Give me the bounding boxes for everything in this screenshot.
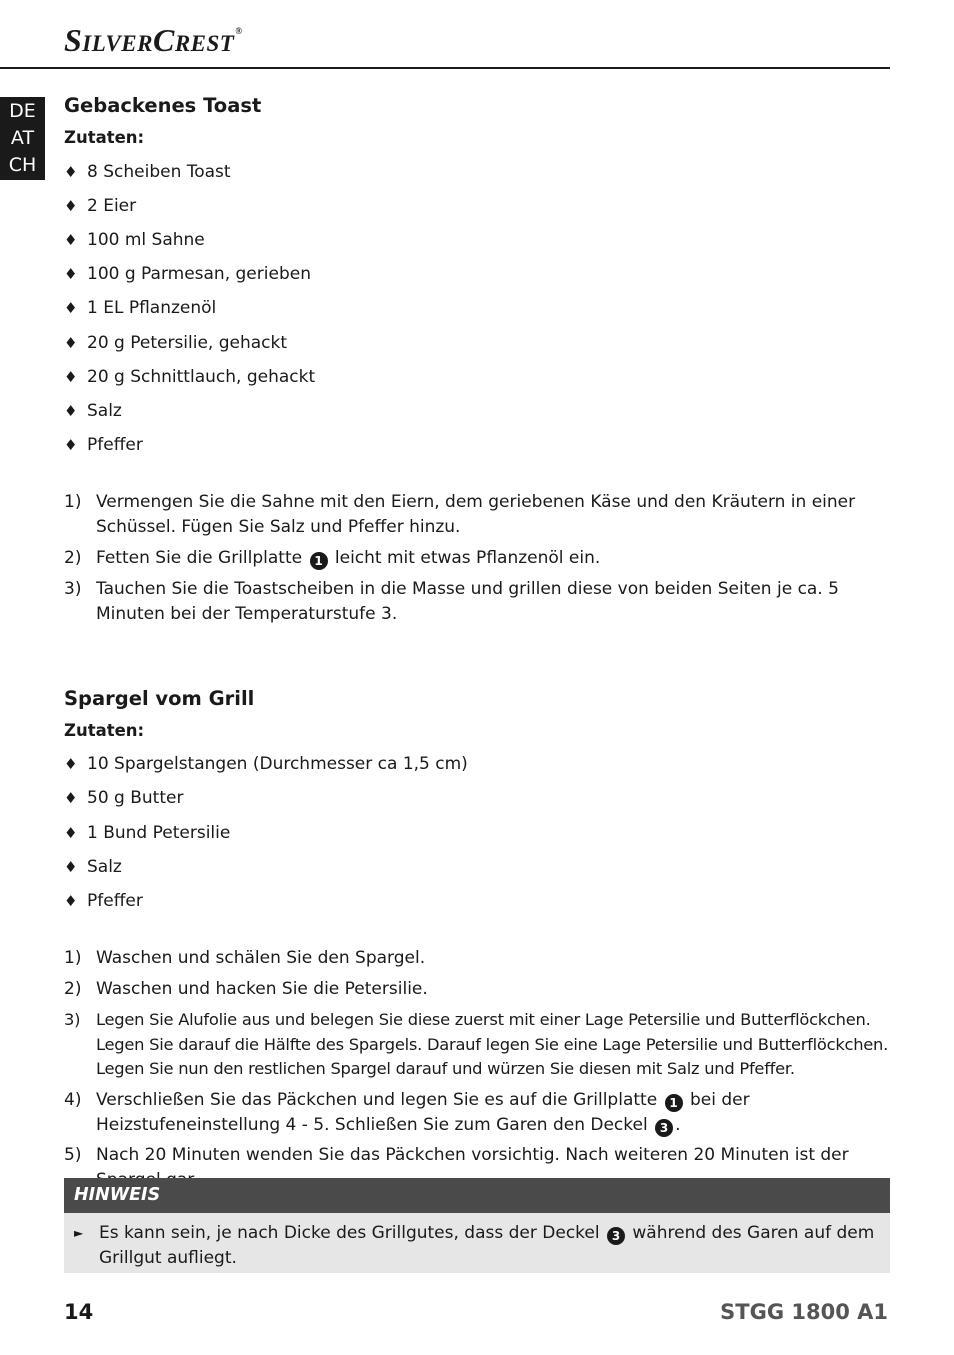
ingredients-label: Zutaten: [64, 128, 145, 147]
diamond-bullet-icon: ♦ [64, 789, 78, 807]
ingredient-item: ♦ Salz [64, 857, 122, 877]
brand-logo [64, 22, 243, 59]
header-rule [0, 67, 890, 69]
step-number: 4) [64, 1090, 82, 1110]
diamond-bullet-icon: ♦ [64, 858, 78, 876]
language-tab [0, 97, 45, 180]
step-number: 2) [64, 979, 82, 999]
ingredient-item: ♦ Pfeffer [64, 435, 143, 455]
step-number: 1) [64, 492, 82, 512]
ingredient-item: ♦ 2 Eier [64, 196, 137, 216]
logo-letters: ILVER [82, 31, 153, 56]
step-text: Vermengen Sie die Sahne mit den Eiern, dem geriebenen Käse und den Kräutern in einer Schüssel. Fügen Sie Salz und Pfeffer hinzu. [96, 492, 856, 537]
note-body [64, 1213, 890, 1273]
lang-de: DE [9, 100, 36, 122]
diamond-bullet-icon: ♦ [64, 231, 78, 249]
step-number: 5) [64, 1145, 82, 1165]
note-header: HINWEIS [64, 1178, 890, 1213]
recipe-step [64, 946, 890, 971]
page-number: 14 [64, 1300, 94, 1324]
recipe-step [64, 577, 890, 626]
recipe-title: Gebackenes Toast [64, 94, 262, 117]
diamond-bullet-icon: ♦ [64, 436, 78, 454]
logo-letter: C [152, 22, 175, 58]
lang-at: AT [10, 127, 35, 149]
note-text: Es kann sein, je nach Dicke des Grillgutes, dass der Deckel 3 während des Garen auf dem Grillgut aufliegt. [99, 1223, 875, 1268]
step-text: Nach 20 Minuten wenden Sie das Päckchen vorsichtig. Nach weiteren 20 Minuten ist der [96, 1145, 849, 1165]
ingredient-item: ♦ 50 g Butter [64, 788, 184, 808]
ingredient-item: ♦ 1 Bund Petersilie [64, 823, 231, 843]
recipe-step [64, 1008, 890, 1082]
diamond-bullet-icon: ♦ [64, 402, 78, 420]
ingredient-item: ♦ Pfeffer [64, 891, 143, 911]
recipe-step [64, 1088, 890, 1137]
registered-mark: ® [235, 26, 243, 36]
logo-letter: S [64, 22, 83, 58]
diamond-bullet-icon: ♦ [64, 163, 78, 181]
logo-letters: REST [174, 31, 235, 56]
diamond-bullet-icon: ♦ [64, 755, 78, 773]
step-text: Waschen und schälen Sie den Spargel. [96, 948, 426, 968]
part-ref-badge: 3 [655, 1119, 673, 1137]
diamond-bullet-icon: ♦ [64, 197, 78, 215]
ingredient-item: ♦ 100 g Parmesan, gerieben [64, 264, 311, 284]
diamond-bullet-icon: ♦ [64, 299, 78, 317]
step-number: 3) [64, 1010, 81, 1029]
model-number: STGG 1800 A1 [720, 1300, 888, 1324]
diamond-bullet-icon: ♦ [64, 368, 78, 386]
step-text: Waschen und hacken Sie die Petersilie. [96, 979, 428, 999]
part-ref-badge: 1 [665, 1094, 683, 1112]
step-number: 1) [64, 948, 82, 968]
step-text: Tauchen Sie die Toastscheiben in die Masse und grillen diese von beiden Seiten je ca. 5 Minuten bei der Temperaturstufe 3. [96, 579, 839, 624]
ingredients-label: Zutaten: [64, 721, 145, 740]
part-ref-badge: 3 [607, 1227, 625, 1245]
diamond-bullet-icon: ♦ [64, 824, 78, 842]
pointer-arrow-icon: ► [74, 1226, 84, 1240]
recipe-step [64, 977, 890, 1002]
recipe-step [64, 490, 890, 539]
ingredient-item: ♦ 10 Spargelstangen (Durchmesser ca 1,5 cm) [64, 754, 468, 774]
ingredient-item: ♦ 100 ml Sahne [64, 230, 205, 250]
recipe-title: Spargel vom Grill [64, 687, 255, 710]
part-ref-badge: 1 [310, 552, 328, 570]
ingredient-item: ♦ 20 g Schnittlauch, gehackt [64, 367, 316, 387]
ingredient-item: ♦ Salz [64, 401, 122, 421]
diamond-bullet-icon: ♦ [64, 334, 78, 352]
step-number: 3) [64, 579, 82, 599]
ingredient-item: ♦ 1 EL Pflanzenöl [64, 298, 217, 318]
ingredient-item: ♦ 8 Scheiben Toast [64, 162, 231, 182]
recipe-step [64, 546, 890, 571]
step-number: 2) [64, 548, 82, 568]
lang-ch: CH [8, 154, 37, 176]
step-text: Fetten Sie die Grillplatte 1 leicht mit etwas Pflanzenöl ein. [96, 548, 601, 568]
step-text: Verschließen Sie das Päckchen und legen Sie es auf die Grillplatte 1 bei der Heizstufeneinstellung 4 - 5. Schließen Sie zum Garen den Deckel 3 . [96, 1090, 750, 1135]
step-text: Legen Sie Alufolie aus und belegen Sie diese zuerst mit einer Lage Petersilie und Butterflöckchen. Legen Sie darauf die Hälfte des Spargels. Darauf legen Sie eine Lage Petersilie und Butterflöckchen. Legen Sie nun den restlichen Spargel darauf und würzen Sie diesen mit Salz und Pfeffer. [96, 1010, 889, 1078]
diamond-bullet-icon: ♦ [64, 892, 78, 910]
diamond-bullet-icon: ♦ [64, 265, 78, 283]
ingredient-item: ♦ 20 g Petersilie, gehackt [64, 333, 288, 353]
